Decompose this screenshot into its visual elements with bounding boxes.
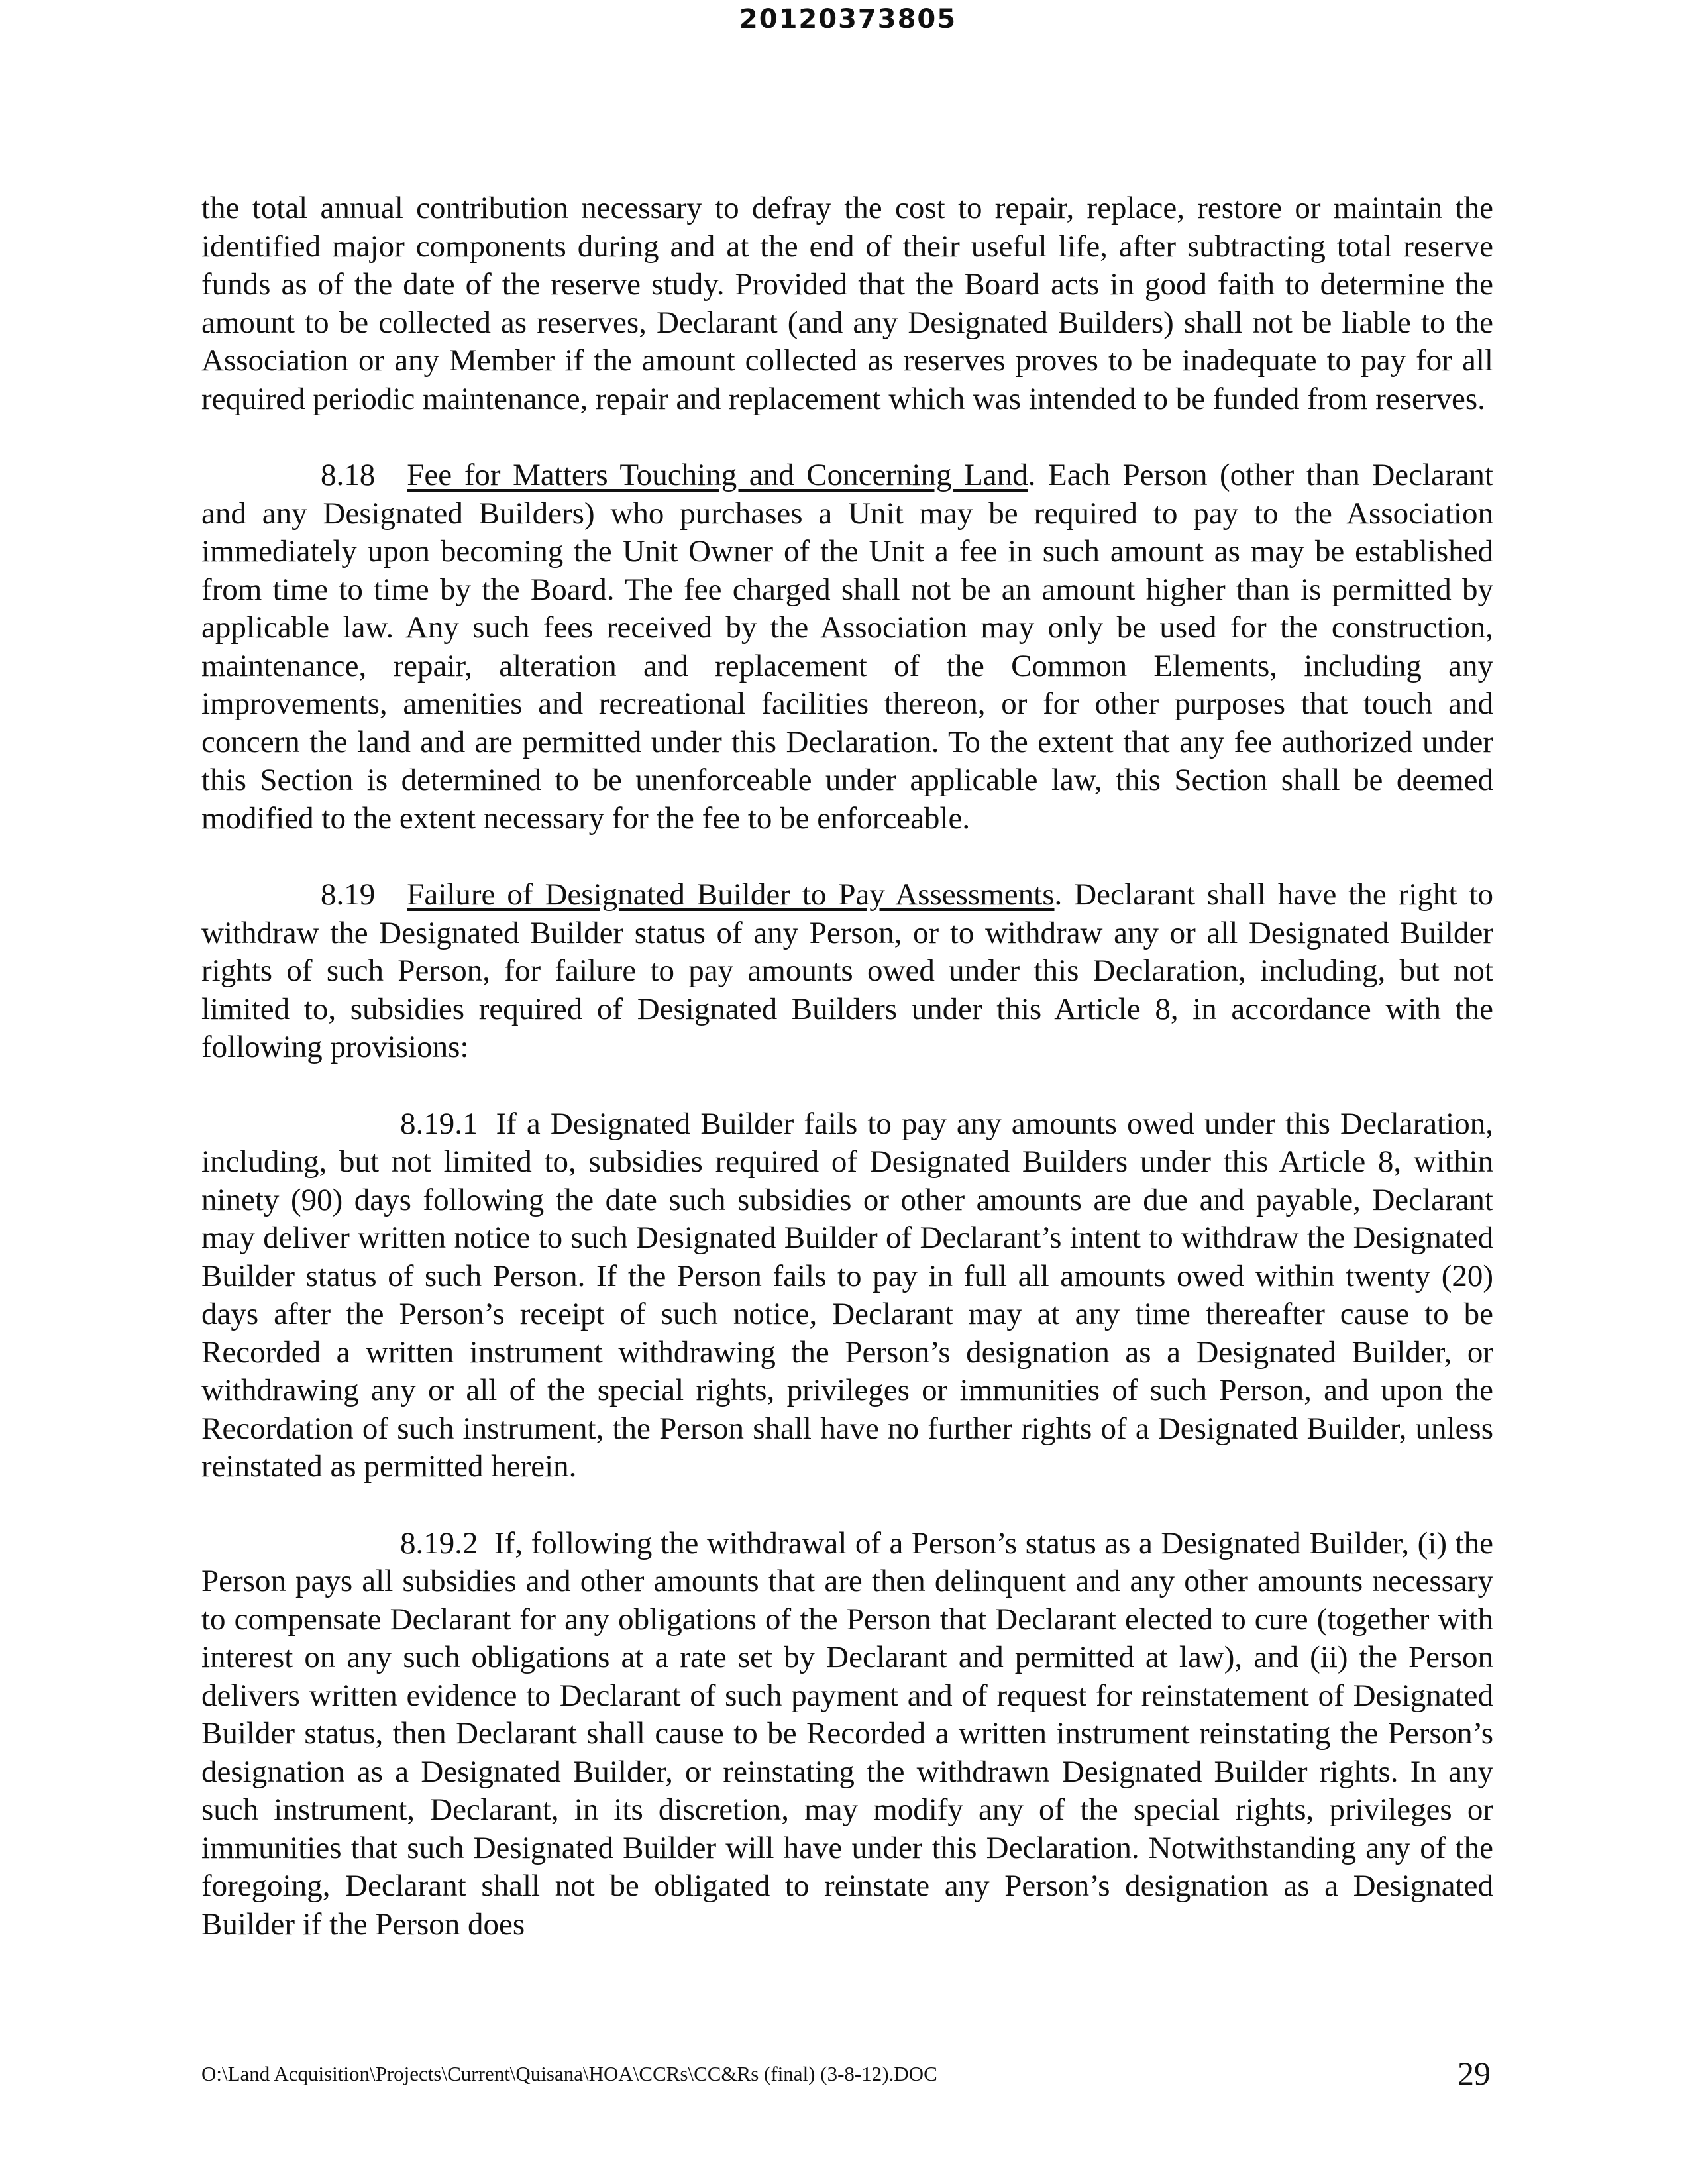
section-number: 8.18 — [321, 458, 376, 492]
paragraph-continuation — [201, 190, 1493, 418]
section-8-19-1 — [201, 1105, 1493, 1486]
section-text: . Each Person (other than Declarant and any Designated Builders) who purchases a Unit may be required to pay to the Association immediately upon becoming the Unit Owner of the Unit a fee in such amount as may be established from time to time by the Board. The fee charged shall not be an amount higher than is permitted by applicable law. Any such fees received by the Association may only be used for the construction, maintenance, repair, alteration and replacement of the Common Elements, including any improvements, amenities and recreational facilities thereon, or for other purposes that touch and concern the land and are permitted under this Declaration. To the extent that any fee authorized under this Section is determined to be unenforceable under applicable law, this Section shall be deemed modified to the extent necessary for the fee to be enforceable. — [201, 458, 1493, 836]
section-heading: Fee for Matters Touching and Concerning Land — [407, 458, 1028, 492]
document-body — [201, 190, 1493, 1982]
subsection-number: 8.19.2 — [400, 1525, 478, 1560]
footer-file-path: O:\Land Acquisition\Projects\Current\Quisana\HOA\CCRs\CC&Rs (final) (3-8-12).DOC — [201, 2062, 937, 2085]
document-number: 20120373805 — [739, 4, 957, 34]
paragraph-text: the total annual contribution necessary to defray the cost to repair, replace, restore or maintain the identified major components during and at the end of their useful life, after subtracting total reserve funds as of the date of the reserve study. Provided that the Board acts in good faith to determine the amount to be collected as reserves, Declarant (and any Designated Builders) shall not be liable to the Association or any Member if the amount collected as reserves proves to be inadequate to pay for all required periodic maintenance, repair and replacement which was intended to be funded from reserves. — [201, 191, 1493, 416]
subsection-text: If a Designated Builder fails to pay any amounts owed under this Declaration, including, but not limited to, subsidies required of Designated Builders under this Article 8, within ninety (90) days following the date such subsidies or other amounts are due and payable, Declarant may deliver written notice to such Designated Builder of Declarant’s intent to withdraw the Designated Builder status of such Person. If the Person fails to pay in full all amounts owed within twenty (20) days after the Person’s receipt of such notice, Declarant may at any time thereafter cause to be Recorded a written instrument withdrawing the Person’s designation as a Designated Builder, or withdrawing any or all of the special rights, privileges or immunities of such Person, and upon the Recordation of such instrument, the Person shall have no further rights of a Designated Builder, unless reinstated as permitted herein. — [201, 1106, 1493, 1484]
subsection-number: 8.19.1 — [400, 1106, 478, 1141]
section-text: . Declarant shall have the right to withdraw the Designated Builder status of any Person, or to withdraw any or all Designated Builder rights of such Person, for failure to pay amounts owed under this Declaration, including, but not limited to, subsidies required of Designated Builders under this Article 8, in accordance with the following provisions: — [201, 877, 1493, 1064]
subsection-text: If, following the withdrawal of a Person’s status as a Designated Builder, (i) the Person pays all subsidies and other amounts that are then delinquent and any other amounts necessary to compensate Declarant for any obligations of the Person that Declarant elected to cure (together with interest on any such obligations at a rate set by Declarant and permitted at law), and (ii) the Person delivers written evidence to Declarant of such payment and of request for reinstatement of Designated Builder status, then Declarant shall cause to be Recorded a written instrument reinstating the Person’s designation as a Designated Builder, or reinstating the withdrawn Designated Builder rights. In any such instrument, Declarant, in its discretion, may modify any of the special rights, privileges or immunities that such Designated Builder will have under this Declaration. Notwithstanding any of the foregoing, Declarant shall not be obligated to reinstate any Person’s designation as a Designated Builder if the Person does — [201, 1525, 1493, 1941]
section-heading: Failure of Designated Builder to Pay Assessments — [407, 877, 1055, 912]
section-number: 8.19 — [321, 877, 376, 912]
section-8-19 — [201, 876, 1493, 1067]
page-number: 29 — [1458, 2055, 1491, 2092]
section-8-19-2 — [201, 1525, 1493, 1944]
section-8-18 — [201, 457, 1493, 838]
